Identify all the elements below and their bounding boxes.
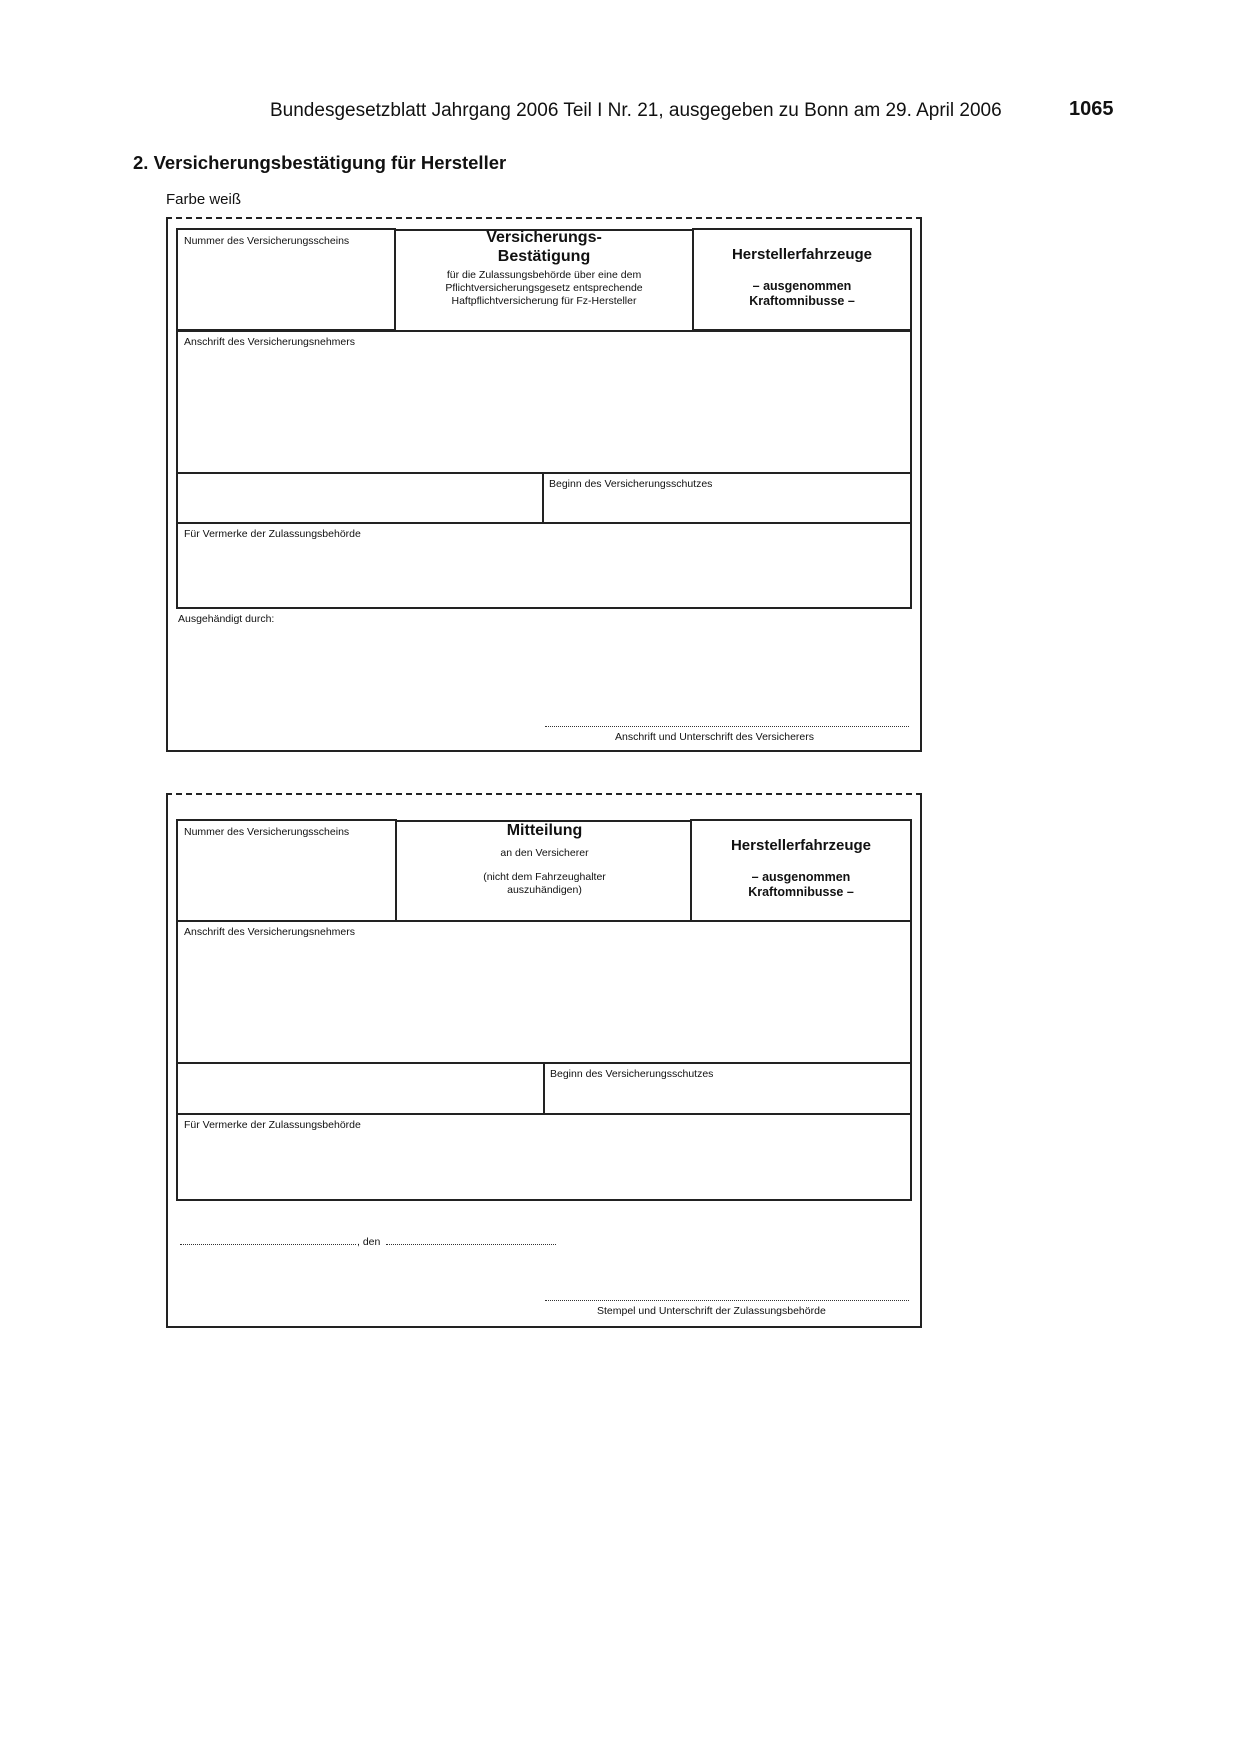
address-label: Anschrift des Versicherungsnehmers (184, 336, 355, 348)
form1-subtitle-line2: Pflichtversicherungsgesetz entsprechende (445, 282, 643, 294)
address-field[interactable] (176, 920, 912, 1064)
signature-label: Anschrift und Unterschrift des Versicherers (615, 731, 814, 743)
form1-category-box (692, 228, 912, 331)
address-field[interactable] (176, 330, 912, 474)
authority-notes-field[interactable] (176, 522, 912, 609)
form1-category-line1: – ausgenommen (752, 279, 852, 293)
insurance-begin-field[interactable] (543, 1062, 912, 1115)
signature-line[interactable] (545, 726, 909, 727)
form2-title: Mitteilung (506, 822, 583, 839)
place-line[interactable] (180, 1244, 356, 1245)
policy-number-field[interactable] (176, 819, 397, 922)
insurance-begin-field[interactable] (542, 472, 912, 524)
form1-subtitle-line3: Haftpflichtversicherung für Fz-Hersteller (451, 295, 637, 307)
form2-category-line2: Kraftomnibusse – (748, 885, 854, 899)
page-number: 1065 (1069, 98, 1114, 120)
authority-notes-field[interactable] (176, 1113, 912, 1201)
form1-title-line1: Versicherungs- (486, 229, 602, 246)
running-head: Bundesgesetzblatt Jahrgang 2006 Teil I Nr. 21, ausgegeben zu Bonn am 29. April 2006 (270, 100, 1002, 121)
section-title: 2. Versicherungsbestätigung für Hersteller (133, 152, 507, 173)
form2-title-block (397, 819, 692, 922)
blank-field[interactable] (176, 1062, 545, 1115)
authority-notes-label: Für Vermerke der Zulassungsbehörde (184, 528, 361, 540)
form2-top-rule (397, 820, 692, 822)
handed-by-label: Ausgehändigt durch: (178, 613, 275, 625)
form2-category-title: Herstellerfahrzeuge (730, 837, 872, 854)
address-label: Anschrift des Versicherungsnehmers (184, 926, 355, 938)
stamp-signature-line[interactable] (545, 1300, 909, 1301)
policy-number-label: Nummer des Versicherungsscheins (184, 826, 350, 838)
form1-top-rule (396, 229, 692, 231)
form1-title-block (396, 228, 692, 331)
policy-number-label: Nummer des Versicherungsscheins (184, 235, 350, 247)
form2-category-line1: – ausgenommen (751, 870, 851, 884)
policy-number-field[interactable] (176, 228, 396, 331)
form1-category-line2: Kraftomnibusse – (749, 294, 855, 308)
form2-subtitle-line2: (nicht dem Fahrzeughalter (483, 871, 606, 883)
stamp-signature-label: Stempel und Unterschrift der Zulassungsbehörde (597, 1305, 826, 1317)
authority-notes-label: Für Vermerke der Zulassungsbehörde (184, 1119, 361, 1131)
form2-category-box (690, 819, 912, 922)
form2-subtitle-line1: an den Versicherer (500, 847, 589, 859)
form1-subtitle-line1: für die Zulassungsbehörde über eine dem (446, 269, 642, 281)
form1-title-line2: Bestätigung (497, 248, 591, 265)
insurance-begin-label: Beginn des Versicherungsschutzes (550, 1068, 714, 1080)
date-line[interactable] (386, 1244, 556, 1245)
form1-category-title: Herstellerfahrzeuge (731, 246, 873, 263)
insurance-begin-label: Beginn des Versicherungsschutzes (549, 478, 713, 490)
form2-subtitle-line3: auszuhändigen) (507, 884, 582, 896)
place-date-separator: , den (357, 1236, 381, 1248)
blank-field[interactable] (176, 472, 544, 524)
color-note: Farbe weiß (166, 191, 242, 208)
